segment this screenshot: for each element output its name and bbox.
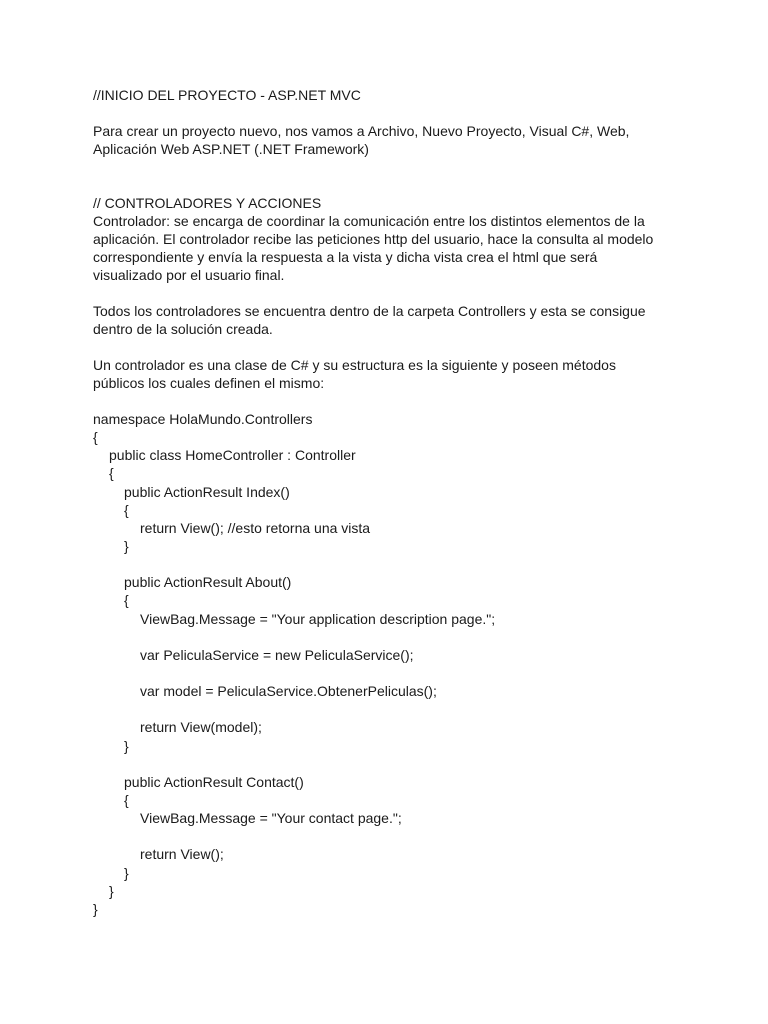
code-line: namespace HolaMundo.Controllers — [93, 411, 313, 427]
code-line: var PeliculaService = new PeliculaService(); — [140, 646, 414, 663]
spacer — [93, 392, 693, 410]
spacer — [93, 284, 693, 302]
code-line: ViewBag.Message = "Your contact page."; — [140, 810, 402, 827]
code-line: { — [124, 501, 129, 518]
code-line: { — [124, 592, 129, 609]
paragraph-line: correspondiente y envía la respuesta a la vista y dicha vista crea el html que será — [93, 249, 598, 265]
spacer — [93, 176, 693, 194]
code-line — [93, 700, 693, 718]
paragraph-line: visualizado por el usuario final. — [93, 267, 285, 283]
spacer — [93, 104, 693, 122]
code-line: } — [124, 737, 129, 754]
intro-line: Aplicación Web ASP.NET (.NET Framework) — [93, 141, 369, 157]
spacer — [93, 158, 693, 176]
code-line: return View(); //esto retorna una vista — [140, 519, 371, 536]
section-title: // CONTROLADORES Y ACCIONES — [93, 195, 322, 211]
intro-line: Para crear un proyecto nuevo, nos vamos a Archivo, Nuevo Proyecto, Visual C#, Web, — [93, 123, 630, 139]
code-line — [93, 827, 693, 845]
code-line: } — [124, 537, 129, 554]
code-line: } — [93, 900, 98, 917]
code-line — [93, 555, 693, 573]
code-line: { — [109, 465, 114, 482]
code-line: ViewBag.Message = "Your application description page."; — [140, 610, 496, 627]
code-line: public class HomeController : Controller — [109, 447, 356, 464]
code-line: { — [124, 791, 129, 808]
document-page — [93, 86, 693, 918]
code-line: return View(model); — [140, 719, 262, 736]
paragraph-line: Un controlador es una clase de C# y su estructura es la siguiente y poseen métodos — [93, 357, 616, 373]
code-line: var model = PeliculaService.ObtenerPeliculas(); — [140, 683, 437, 700]
code-line — [93, 628, 693, 646]
code-line: return View(); — [140, 846, 224, 863]
paragraph-line: dentro de la solución creada. — [93, 321, 273, 337]
code-line — [93, 664, 693, 682]
code-line: } — [109, 882, 114, 899]
code-line: } — [124, 864, 129, 881]
spacer — [93, 338, 693, 356]
code-line: public ActionResult About() — [124, 574, 292, 591]
paragraph-line: Todos los controladores se encuentra dentro de la carpeta Controllers y esta se consigue — [93, 303, 646, 319]
code-block — [93, 410, 693, 918]
paragraph-line: públicos los cuales definen el mismo: — [93, 375, 325, 391]
paragraph-line: aplicación. El controlador recibe las peticiones http del usuario, hace la consulta al modelo — [93, 231, 654, 247]
code-line: public ActionResult Index() — [124, 483, 290, 500]
document-heading: //INICIO DEL PROYECTO - ASP.NET MVC — [93, 87, 361, 103]
code-line — [93, 755, 693, 773]
code-line: { — [93, 429, 98, 446]
code-line: public ActionResult Contact() — [124, 773, 304, 790]
paragraph-line: Controlador: se encarga de coordinar la comunicación entre los distintos elementos de la — [93, 213, 645, 229]
